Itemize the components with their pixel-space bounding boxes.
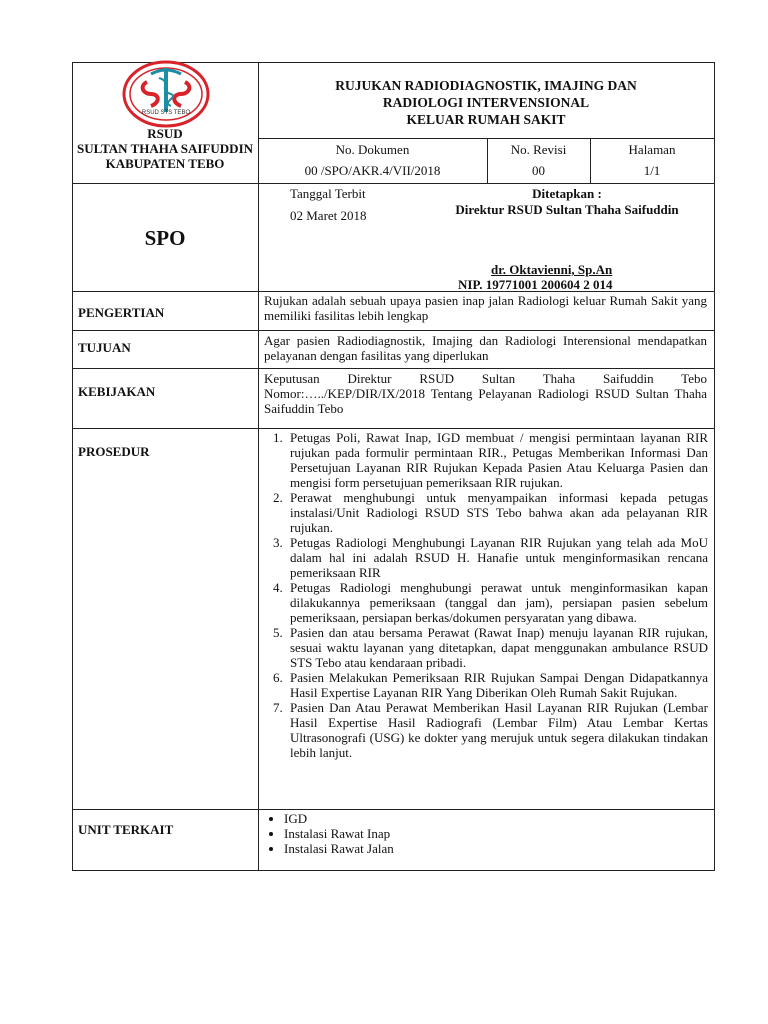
doc-number-label: No. Dokumen xyxy=(335,142,410,157)
tujuan-text: Agar pasien Radiodiagnostik, Imajing dan Radiologi Interensional mendapatkan pelayanan dengan fasilitas yang diperlukan xyxy=(264,333,707,363)
spo-label: SPO xyxy=(144,226,186,250)
pengertian-label: PENGERTIAN xyxy=(78,305,165,320)
kebijakan-text: Keputusan Direktur RSUD Sultan Thaha Saifuddin Tebo Nomor:…../KEP/DIR/IX/2018 Tentang Pelayanan Radiologi RSUD Sultan Thaha Saifuddin Tebo xyxy=(264,371,707,416)
established-label: Ditetapkan : xyxy=(532,186,602,201)
kebijakan-label: KEBIJAKAN xyxy=(78,384,156,399)
prosedur-list xyxy=(262,430,708,760)
issue-date-label: Tanggal Terbit xyxy=(290,186,366,201)
signer-nip: NIP. 19771001 200604 2 014 xyxy=(458,277,613,292)
prosedur-step: 6. Pasien Melakukan Pemeriksaan RIR Rujukan Sampai Dengan Didapatkannya Hasil Expertise Layanan RIR Yang Diberikan Oleh Rumah Sakit Rujukan. xyxy=(286,670,708,700)
title-line-2: RADIOLOGI INTERVENSIONAL xyxy=(382,95,590,110)
prosedur-step: 7. Pasien Dan Atau Perawat Memberikan Hasil Layanan RIR Rujukan (Lembar Hasil Expertise Hasil Radiografi (Lembar Film) Atau Lembar Kertas Ultrasonografi (USG) ke dokter yang merujuk untuk segera dilakukan tindakan lebih lanjut. xyxy=(286,700,708,760)
hospital-name xyxy=(72,126,258,171)
prosedur-label: PROSEDUR xyxy=(78,444,150,459)
hospital-logo xyxy=(121,60,211,128)
title-line-3: KELUAR RUMAH SAKIT xyxy=(406,112,566,127)
unit-item: • IGD xyxy=(284,811,708,826)
prosedur-list-container xyxy=(262,430,708,760)
doc-number-value: 00 /SPO/AKR.4/VII/2018 xyxy=(304,163,441,178)
tujuan-label: TUJUAN xyxy=(78,340,131,355)
prosedur-step: 3. Petugas Radiologi Menghubungi Layanan RIR Rujukan yang telah ada MoU dalam hal ini adalah RSUD H. Hanafie untuk menginformasikan rencana pemeriksaan RIR xyxy=(286,535,708,580)
page-label: Halaman xyxy=(628,142,676,157)
signer-name: dr. Oktavienni, Sp.An xyxy=(491,262,613,277)
pengertian-text: Rujukan adalah sebuah upaya pasien inap jalan Radiologi keluar Rumah Sakit yang memiliki fasilitas lebih lengkap xyxy=(264,293,707,323)
unit-item: • Instalasi Rawat Jalan xyxy=(284,841,708,856)
unit-list xyxy=(262,811,708,856)
prosedur-step: 2. Perawat menghubungi untuk menyampaikan informasi kepada petugas instalasi/Unit Radiologi RSUD STS Tebo bahwa akan ada pelayanan RIR rujukan. xyxy=(286,490,708,535)
logo-text: RSUD STS TEBO xyxy=(141,110,191,116)
prosedur-step: 1. Petugas Poli, Rawat Inap, IGD membuat / mengisi permintaan layanan RIR rujukan pada formulir permintaan RIR., Petugas Memberikan Informasi Dan Persetujuan Layanan RIR Rujukan Kepada Pasien Atau Keluarga Pasien dan mengisi form persetujuan pemeriksaan RIR rujukan. xyxy=(286,430,708,490)
unit-terkait-label: UNIT TERKAIT xyxy=(78,822,174,837)
revision-label: No. Revisi xyxy=(510,142,567,157)
prosedur-step: 4. Petugas Radiologi menghubungi perawat untuk menginformasikan kapan dilakukannya pemeriksaan (tanggal dan jam), persiapan pasien sebelum pemeriksaan, persiapan berkas/dokumen persyaratan yang dibawa. xyxy=(286,580,708,625)
hospital-line-2: SULTAN THAHA SAIFUDDIN xyxy=(76,141,254,156)
hospital-line-3: KABUPATEN TEBO xyxy=(105,156,225,171)
established-by: Direktur RSUD Sultan Thaha Saifuddin xyxy=(455,202,679,217)
unit-list-container xyxy=(262,811,708,856)
title-line-1: RUJUKAN RADIODIAGNOSTIK, IMAJING DAN xyxy=(335,78,637,93)
prosedur-step: 5. Pasien dan atau bersama Perawat (Rawat Inap) menuju layanan RIR rujukan, sesuai waktu layanan yang ditetapkan, dapat menggunakan ambulance RSUD STS Tebo atau kendaraan pribadi. xyxy=(286,625,708,670)
page-value: 1/1 xyxy=(643,163,661,178)
issue-date: 02 Maret 2018 xyxy=(290,208,367,223)
unit-item: • Instalasi Rawat Inap xyxy=(284,826,708,841)
document-title xyxy=(258,77,714,128)
revision-value: 00 xyxy=(532,163,545,178)
hospital-line-1: RSUD xyxy=(147,126,183,141)
